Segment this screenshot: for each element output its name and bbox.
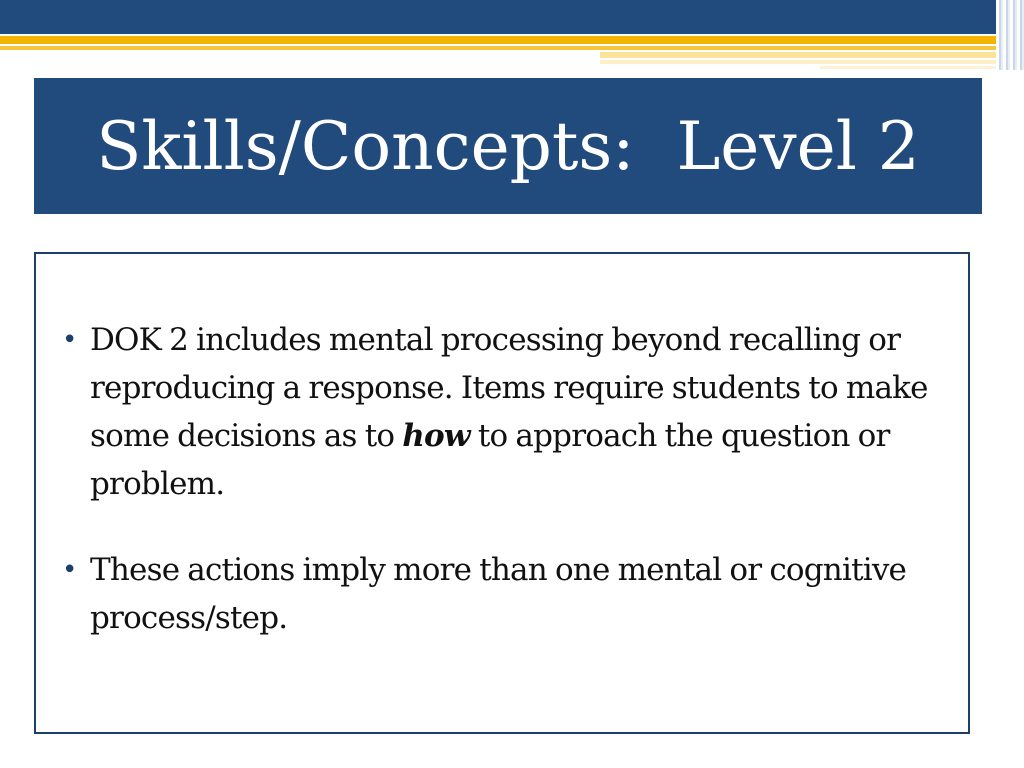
bullet-item: [56, 546, 936, 642]
bullet-text: These actions imply more than one mental or cognitive process/step.: [90, 552, 907, 636]
gold-accent-line: [600, 60, 1000, 64]
top-decorative-band: [0, 0, 1024, 34]
gold-accent-line: [0, 36, 1000, 44]
gold-accent-line: [600, 52, 1000, 58]
slide-title: Skills/Concepts: Level 2: [96, 107, 920, 185]
title-bar: [34, 78, 982, 214]
gold-accent-line: [820, 66, 1000, 69]
bullet-icon: •: [62, 325, 77, 355]
bullet-text: to approach the question or problem.: [90, 418, 890, 502]
bullet-emphasis: how: [402, 418, 470, 454]
bullet-text: DOK 2 includes mental processing beyond recalling or reproducing a response. Items require students to make some decisions as to: [90, 322, 928, 454]
right-edge-stripes: [996, 0, 1024, 70]
bullet-item: [56, 316, 936, 508]
bullet-list: [56, 316, 936, 680]
content-box: [34, 252, 970, 734]
bullet-icon: •: [62, 555, 77, 585]
gold-accent-line: [0, 46, 1000, 50]
